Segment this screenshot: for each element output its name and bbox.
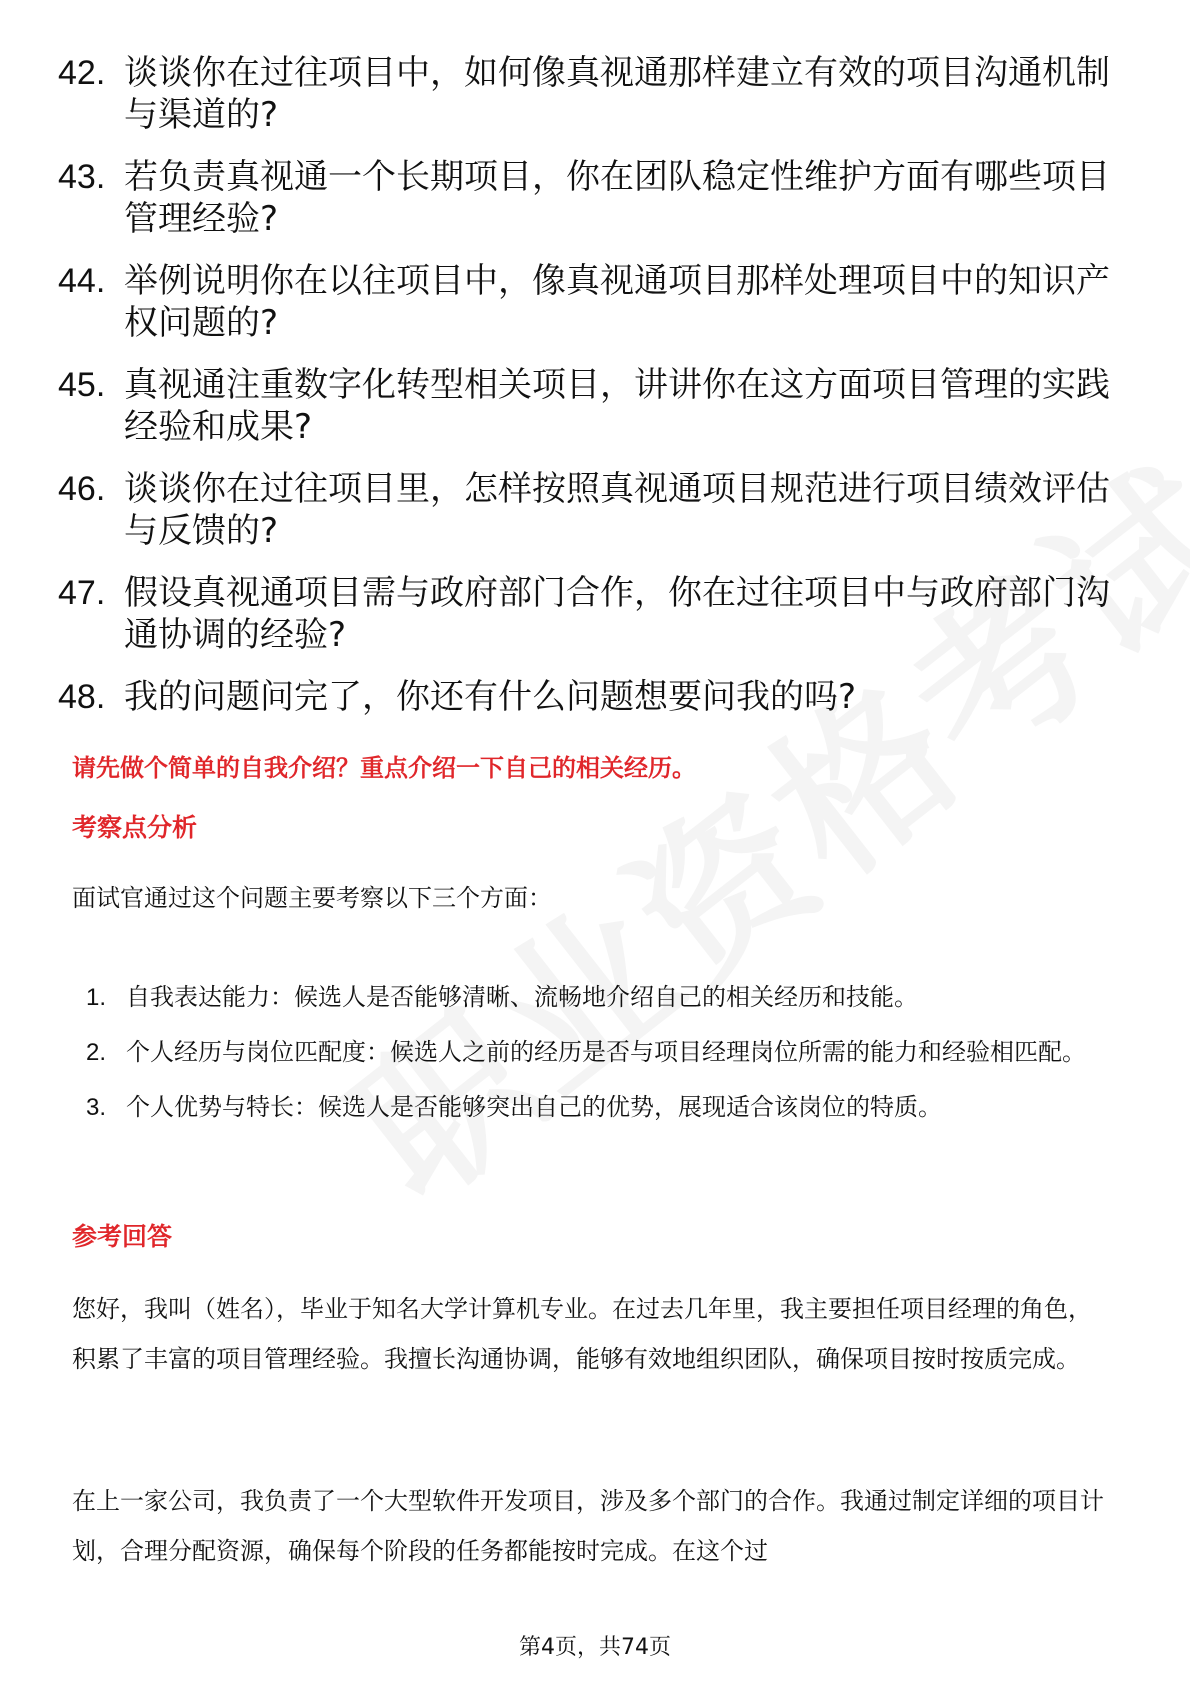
analysis-intro: 面试官通过这个问题主要考察以下三个方面： [72,884,552,912]
question-number: 45. [58,366,106,404]
question-number: 42. [58,54,106,92]
question-item [58,572,1118,656]
list-number: 1. [86,984,107,1011]
list-number: 2. [86,1039,107,1066]
question-item [58,156,1118,240]
question-number: 47. [58,574,106,612]
featured-question: 请先做个简单的自我介绍？重点介绍一下自己的相关经历。 [72,754,696,782]
question-text: 我的问题问完了，你还有什么问题想要问我的吗? [124,677,857,717]
list-text: 自我表达能力：候选人是否能够清晰、流畅地介绍自己的相关经历和技能。 [126,983,918,1011]
question-item [58,468,1118,552]
question-number: 44. [58,262,106,300]
question-text: 谈谈你在过往项目里，怎样按照真视通项目规范进行项目绩效评估与反馈的? [124,469,1110,551]
question-text: 假设真视通项目需与政府部门合作，你在过往项目中与政府部门沟通协调的经验? [124,573,1110,655]
question-text: 举例说明你在以往项目中，像真视通项目那样处理项目中的知识产权问题的? [124,261,1110,343]
question-number: 46. [58,470,106,508]
analysis-list-item [72,970,1117,1025]
question-number: 48. [58,678,106,716]
question-text: 真视通注重数字化转型相关项目，讲讲你在这方面项目管理的实践经验和成果? [124,365,1110,447]
analysis-heading: 考察点分析 [72,813,198,842]
reference-paragraph: 在上一家公司，我负责了一个大型软件开发项目，涉及多个部门的合作。我通过制定详细的项目计划，合理分配资源，确保每个阶段的任务都能按时完成。在这个过 [72,1487,1104,1565]
analysis-list-item [72,1025,1117,1080]
question-text: 谈谈你在过往项目中，如何像真视通那样建立有效的项目沟通机制与渠道的? [124,53,1110,135]
list-text: 个人经历与岗位匹配度：候选人之前的经历是否与项目经理岗位所需的能力和经验相匹配。 [126,1038,1086,1066]
list-number: 3. [86,1094,107,1121]
page-footer: 第4页，共74页 [519,1635,671,1660]
question-number: 43. [58,158,106,196]
question-item [58,260,1118,344]
question-item [58,364,1118,448]
question-list [58,52,1118,738]
reference-heading: 参考回答 [72,1222,173,1251]
analysis-list-item [72,1080,1117,1135]
question-item [58,52,1118,136]
analysis-list [72,970,1117,1135]
reference-paragraph: 您好，我叫（姓名），毕业于知名大学计算机专业。在过去几年里，我主要担任项目经理的角色，积累了丰富的项目管理经验。我擅长沟通协调，能够有效地组织团队，确保项目按时按质完成。 [72,1295,1092,1373]
question-text: 若负责真视通一个长期项目，你在团队稳定性维护方面有哪些项目管理经验? [124,157,1110,239]
list-text: 个人优势与特长：候选人是否能够突出自己的优势，展现适合该岗位的特质。 [126,1093,942,1121]
question-item [58,676,1118,718]
